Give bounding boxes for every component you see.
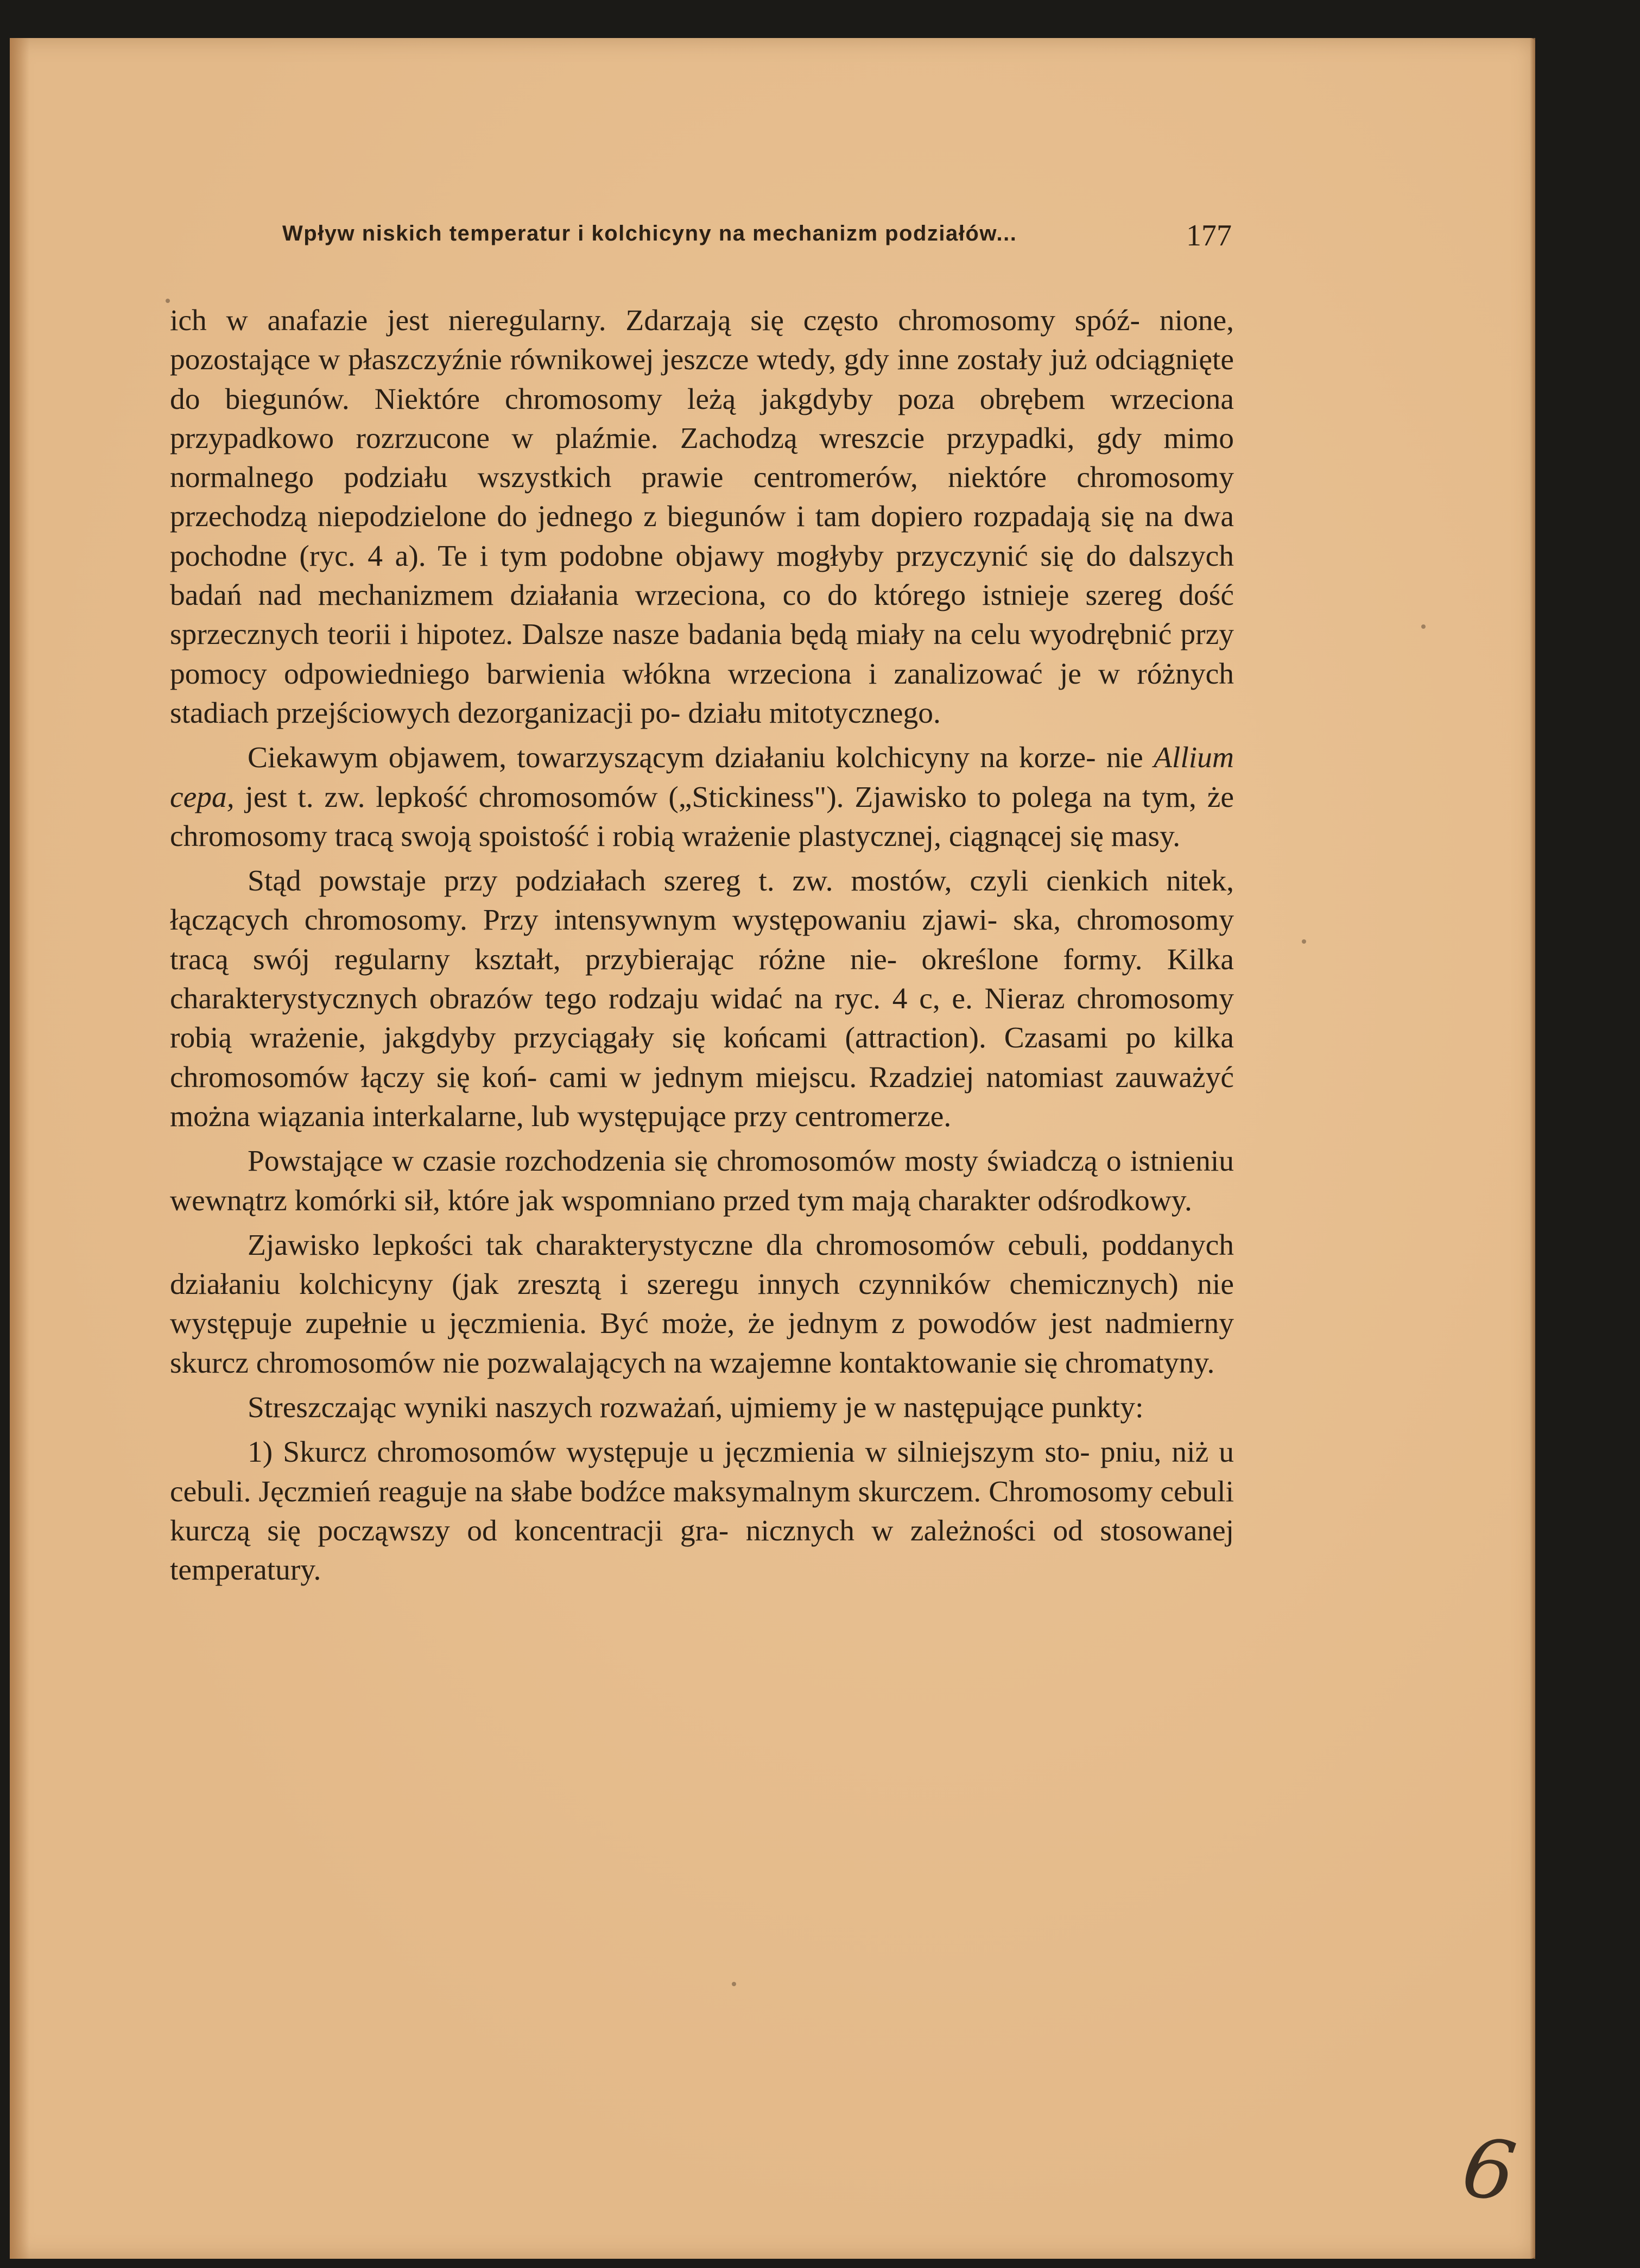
text-line: na ryc. 4 c, e. Nieraz chromosomy robią wrażenie, jakgdyby przyciągały (170, 982, 1234, 1055)
paragraph-3 (170, 862, 1234, 1136)
text-line: ich w anafazie jest nieregularny. Zdarzają się często chromosomy spóź- (170, 304, 1141, 337)
text-line: i tym podobne objawy mogłyby przyczynić się do dalszych badań nad (170, 539, 1234, 612)
text-line: działu mitotycznego. (688, 696, 941, 730)
text-line: mechanizmem działania wrzeciona, co do którego istnieje szereg dość (318, 579, 1234, 612)
text-line: wyodrębnić przy pomocy odpowiedniego barwienia włókna wrzeciona (170, 618, 1234, 691)
text-line: o istnieniu wewnątrz komórki sił, które jak wspomniano przed tym mają (170, 1145, 1234, 1217)
text-line: nitek, łączących chromosomy. Przy intensywnym występowaniu zjawi- (170, 864, 1234, 937)
text-line: poza obrębem wrzeciona przypadkowo rozrzucone w plaźmie. Zachodzą (170, 382, 1234, 455)
text-line: Streszczając wyniki naszych rozważań, ujmiemy je w następujące (248, 1391, 1044, 1425)
body-text (170, 301, 1234, 1590)
text-line: chemicznych) nie występuje zupełnie u jęczmienia. Być może, że jednym (170, 1268, 1234, 1341)
text-line: 1) Skurcz chromosomów występuje u jęczmienia w silniejszym sto- (248, 1436, 1090, 1469)
text-line: skurczem. Chromosomy cebuli kurczą się począwszy od koncentracji gra- (170, 1475, 1234, 1547)
numbered-point-1 (170, 1433, 1234, 1590)
text-line: wreszcie przypadki, gdy mimo normalnego podziału wszystkich prawie (170, 421, 1234, 495)
text-line: plastycznej, ciągnącej się masy. (798, 819, 1181, 853)
text-line: charakter odśrodkowy. (917, 1184, 1192, 1217)
text-line: Stąd powstaje przy podziałach szereg t. zw. mostów, czyli cienkich (248, 864, 1149, 898)
text-line: sprzecznych teorii i hipotez. Dalsze nasze badania będą miały na celu (170, 618, 1021, 652)
header-title: Wpływ niskich temperatur i kolchicyny na mechanizm podziałów... (282, 222, 1017, 245)
text-line: pniu, niż u cebuli. Jęczmień reaguje na słabe bodźce maksymalnym (170, 1436, 1234, 1508)
text-line: Zjawisko lepkości tak charakterystyczne dla chromosomów cebuli, (248, 1228, 1089, 1262)
text-line: centromerów, niektóre chromosomy przechodzą niepodzielone do jednego (170, 461, 1234, 534)
page-edge-shadow (1530, 38, 1535, 2259)
paper-speck (1421, 624, 1426, 629)
text-line: poddanych działaniu kolchicyny (jak zresztą i szeregu innych czynników (170, 1228, 1234, 1302)
text-line: wzajemne kontaktowanie się chromatyny. (710, 1346, 1215, 1380)
page-number: 177 (1186, 219, 1232, 252)
species-name: Allium cepa, (170, 741, 1234, 814)
text-line: punkty: (1051, 1391, 1144, 1425)
text-line: się końcami (attraction). Czasami po kilka chromosomów łączy się koń- (170, 1021, 1234, 1094)
handwritten-margin-number: 6 (1457, 2120, 1522, 2221)
text-line: Ciekawym objawem, towarzyszącym działaniu kolchicyny na korze- (248, 741, 1096, 775)
text-line: jest t. zw. lepkość chromosomów („Stickiness"). Zjawisko (234, 780, 967, 814)
text-line: cami w jednym miejscu. Rzadziej natomiast zauważyć można wiązania (170, 1060, 1234, 1133)
paper-speck (166, 299, 170, 303)
text-line: nie (1106, 741, 1154, 775)
page-spine-shadow (10, 38, 29, 2259)
running-header (282, 219, 1232, 270)
text-line: to polega na tym, że chromosomy tracą swoją spoistość i robią wrażenie (170, 780, 1234, 853)
text-line: z biegunów i tam dopiero rozpadają się na dwa pochodne (ryc. 4 a). Te (170, 500, 1234, 573)
text-line: ska, chromosomy tracą swój regularny kształt, przybierając różne nie- (170, 904, 1234, 976)
text-line: określone formy. Kilka charakterystycznych obrazów tego rodzaju widać (170, 943, 1234, 1016)
text-line: i zanalizować je w różnych stadiach przejściowych dezorganizacji po- (170, 657, 1234, 730)
paragraph-6 (170, 1388, 1234, 1427)
text-line: interkalarne, lub występujące przy centromerze. (372, 1100, 952, 1133)
paper-speck (732, 1982, 736, 1986)
paper-speck (1302, 939, 1306, 944)
paragraph-5 (170, 1226, 1234, 1383)
text-line: nicznych w zależności od stosowanej temperatury. (170, 1514, 1234, 1587)
paragraph-2 (170, 738, 1234, 856)
paragraph-4 (170, 1142, 1234, 1221)
text-line: z powodów jest nadmierny skurcz chromosomów nie pozwalających na (170, 1307, 1234, 1380)
paragraph-1 (170, 301, 1234, 733)
text-line: zostały już odciągnięte do biegunów. Niektóre chromosomy leżą jakgdyby (170, 343, 1234, 416)
text-line: nione, pozostające w płaszczyźnie równikowej jeszcze wtedy, gdy inne (170, 304, 1234, 377)
text-line: Powstające w czasie rozchodzenia się chromosomów mosty świadczą (248, 1145, 1098, 1178)
